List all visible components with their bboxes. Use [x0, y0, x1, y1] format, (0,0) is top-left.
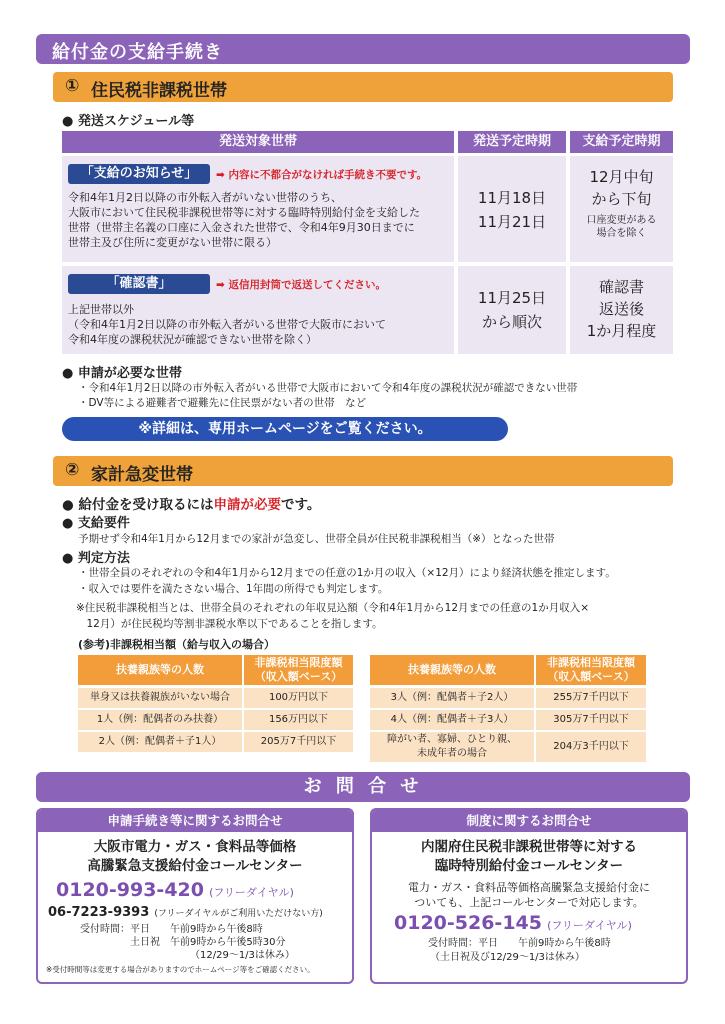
hours-line: 受付時間：平日 午前9時から午後8時	[80, 924, 263, 935]
list-item: ・令和4年1月2日以降の市外転入者がいる世帯で大阪市において令和4年度の課税状況が確認できない世帯	[78, 382, 578, 394]
row1-text	[68, 190, 452, 250]
row1-pay-cell	[570, 156, 673, 262]
table-cell: 100万円以下	[244, 688, 353, 708]
left-table-h2b: （収入額ベース）	[254, 670, 343, 683]
note-line: ※住民税非課税相当とは、世帯全員のそれぞれの年収見込額（令和4年1月から12月までの任意の1か月収入×	[76, 602, 589, 614]
row2-send-cell	[458, 266, 566, 354]
table-cell: 204万3千円以下	[536, 732, 646, 762]
contact-right-desc	[372, 880, 686, 910]
contact-left-free-label: (フリーダイヤル)	[209, 886, 294, 899]
hours-line: 土日祝 午前9時から午後5時30分	[130, 937, 286, 948]
row1-line: 大阪市において住民税非課税世帯等に対する臨時特別給付金を支給した	[68, 206, 420, 219]
row2-pay-text: 返送後	[598, 300, 644, 318]
contact-left-tel-note: (フリーダイヤルがご利用いただけない方)	[154, 909, 323, 919]
row1-send-cell	[458, 156, 566, 262]
contact-left-name-line: 高騰緊急支援給付金コールセンター	[87, 858, 303, 874]
detail-banner-text: ※詳細は、専用ホームページをご覧ください。	[138, 421, 432, 437]
ref-heading: (参考)非課税相当額（給与収入の場合）	[78, 638, 276, 651]
list-item: ・世帯全員のそれぞれの令和4年1月から12月までの任意の1か月の収入（×12月）により経済状態を推定します。	[78, 567, 616, 579]
table-cell: 205万7千円以下	[244, 732, 353, 752]
contact-left-free[interactable]	[56, 879, 352, 901]
section1-title: 住民税非課税世帯	[91, 81, 227, 101]
right-table-h2	[536, 655, 646, 685]
hours-line: （12/29～1/3は休み）	[190, 950, 295, 961]
contact-title: お 問 合 せ	[303, 776, 423, 797]
apply-required-emphasis: 申請が必要	[213, 497, 281, 513]
section2-title: 家計急変世帯	[91, 465, 193, 485]
req-heading: ● 支給要件	[62, 516, 130, 531]
row2-line: （令和4年1月2日以降の市外転入者がいる世帯で大阪市において	[68, 318, 386, 331]
row1-pay-note-line: 場合を除く	[596, 228, 647, 239]
table-cell: 単身又は扶養親族がいない場合	[78, 688, 242, 708]
row2-text	[68, 302, 452, 347]
contact-box-right	[370, 808, 688, 984]
table-cell: 3人（例：配偶者＋子2人）	[370, 688, 534, 708]
list-item: ・収入では要件を満たさない場合、1年間の所得でも判定します。	[78, 583, 389, 595]
desc-line: 電力・ガス・食料品等価格高騰緊急支援給付金に	[408, 881, 650, 894]
table-cell-line: 未成年者の場合	[417, 748, 487, 759]
section2-header	[53, 456, 673, 486]
apply-required-a: ● 給付金を受け取るには	[62, 497, 214, 513]
judge-list	[78, 565, 616, 597]
row1-pay-text: から下旬	[591, 190, 652, 208]
row2-send-date: から順次	[481, 313, 542, 331]
page-header	[36, 34, 690, 64]
detail-banner[interactable]	[62, 417, 508, 441]
left-table-h1: 扶養親族等の人数	[78, 655, 242, 685]
apply-required-c: です。	[280, 497, 321, 513]
table-cell-line: 障がい者、寡婦、ひとり親、	[387, 734, 517, 745]
contact-left-name-line: 大阪市電力・ガス・食料品等価格	[93, 839, 297, 855]
row2-pay-text: 1か月程度	[586, 322, 657, 340]
col-header-send: 発送予定時期	[458, 131, 566, 153]
left-table-h2	[244, 655, 353, 685]
row1-line: 世帯（世帯主名義の口座に入金された世帯で、令和4年9月30日までに	[68, 221, 415, 234]
table-cell	[370, 732, 534, 762]
req-text: 予期せず令和4年1月から12月までの家計が急変し、世帯全員が住民税非課税相当（※）となった世帯	[78, 533, 555, 545]
page-title: 給付金の支給手続き	[52, 42, 223, 63]
row2-tag: 「確認書」	[68, 274, 210, 294]
table-cell: 1人（例：配偶者のみ扶養）	[78, 710, 242, 730]
col-header-target: 発送対象世帯	[62, 131, 454, 153]
table-cell: 4人（例：配偶者＋子3人）	[370, 710, 534, 730]
row1-send-date: 11月18日	[477, 189, 547, 207]
row1-pay-note	[570, 214, 673, 240]
apply-required-line	[62, 493, 320, 513]
judge-heading: ● 判定方法	[62, 551, 130, 566]
left-table-h2a: 非課税相当限度額	[254, 656, 343, 669]
hours-line: 受付時間：平日 午前9時から午後8時	[428, 938, 611, 949]
row2-line: 令和4年度の課税状況が確認できない世帯を除く）	[68, 333, 317, 346]
contact-left-tel-number[interactable]: 06-7223-9393	[48, 905, 150, 920]
row1-pay-text: 12月中旬	[589, 168, 654, 186]
contact-right-hours	[428, 937, 686, 965]
contact-left-name	[38, 838, 352, 876]
right-table-h1: 扶養親族等の人数	[370, 655, 534, 685]
contact-left-head: 申請手続き等に関するお問合せ	[38, 810, 352, 832]
list-item: ・DV等による避難者で避難先に住民票がない者の世帯 など	[78, 397, 367, 409]
section1-header	[53, 72, 673, 102]
row2-line: 上記世帯以外	[68, 303, 134, 316]
application-list	[78, 381, 577, 411]
row2-pay-cell	[570, 266, 673, 354]
row1-line: 令和4年1月2日以降の市外転入者がいない世帯のうち、	[68, 191, 342, 204]
contact-right-head: 制度に関するお問合せ	[372, 810, 686, 832]
contact-right-free[interactable]	[394, 912, 686, 934]
contact-right-name-line: 臨時特別給付金コールセンター	[434, 858, 624, 874]
table-cell: 255万7千円以下	[536, 688, 646, 708]
row1-note: ➡ 内容に不都合がなければ手続き不要です。	[216, 169, 428, 181]
table-cell: 156万円以下	[244, 710, 353, 730]
row2-pay-text: 確認書	[598, 278, 644, 296]
table-cell: 2人（例：配偶者＋子1人）	[78, 732, 242, 752]
schedule-heading: ● 発送スケジュール等	[62, 114, 195, 129]
row1-tag: 「支給のお知らせ」	[68, 164, 210, 184]
row1-line: 世帯主及び住所に変更がない世帯に限る）	[68, 236, 277, 249]
section2-number: ②	[65, 460, 80, 480]
contact-left-footnote: ※受付時間等は変更する場合がありますのでホームページ等をご確認ください。	[46, 965, 315, 974]
contact-right-name	[372, 838, 686, 876]
contact-left-tel[interactable]	[48, 901, 352, 920]
table-cell: 305万7千円以下	[536, 710, 646, 730]
contact-right-name-line: 内閣府住民税非課税世帯等に対する	[421, 839, 637, 855]
hours-line: （土日祝及び12/29～1/3は休み）	[430, 952, 585, 963]
row1-target-cell	[62, 156, 454, 262]
contact-box-left	[36, 808, 354, 984]
contact-right-free-number[interactable]: 0120-526-145	[394, 912, 542, 934]
col-header-pay: 支給予定時期	[570, 131, 673, 153]
section1-number: ①	[65, 76, 80, 96]
row1-pay-note-line: 口座変更がある	[586, 215, 657, 226]
row2-target-cell	[62, 266, 454, 354]
contact-header	[36, 772, 690, 802]
row2-note: ➡ 返信用封筒で返送してください。	[216, 279, 386, 291]
desc-line: ついても、上記コールセンターで対応します。	[414, 896, 644, 909]
right-table-h2b: （収入額ベース）	[547, 670, 635, 683]
contact-left-free-number[interactable]: 0120-993-420	[56, 879, 204, 901]
contact-right-free-label: (フリーダイヤル)	[547, 919, 632, 932]
note-line: 12月）が住民税均等割非課税水準以下であることを指します。	[76, 618, 383, 630]
application-heading: ● 申請が必要な世帯	[62, 366, 182, 381]
row1-send-date: 11月21日	[477, 213, 547, 231]
contact-left-hours	[80, 923, 352, 962]
note-text	[76, 600, 589, 632]
right-table-h2a: 非課税相当限度額	[547, 656, 635, 669]
row2-send-date: 11月25日	[477, 289, 547, 307]
